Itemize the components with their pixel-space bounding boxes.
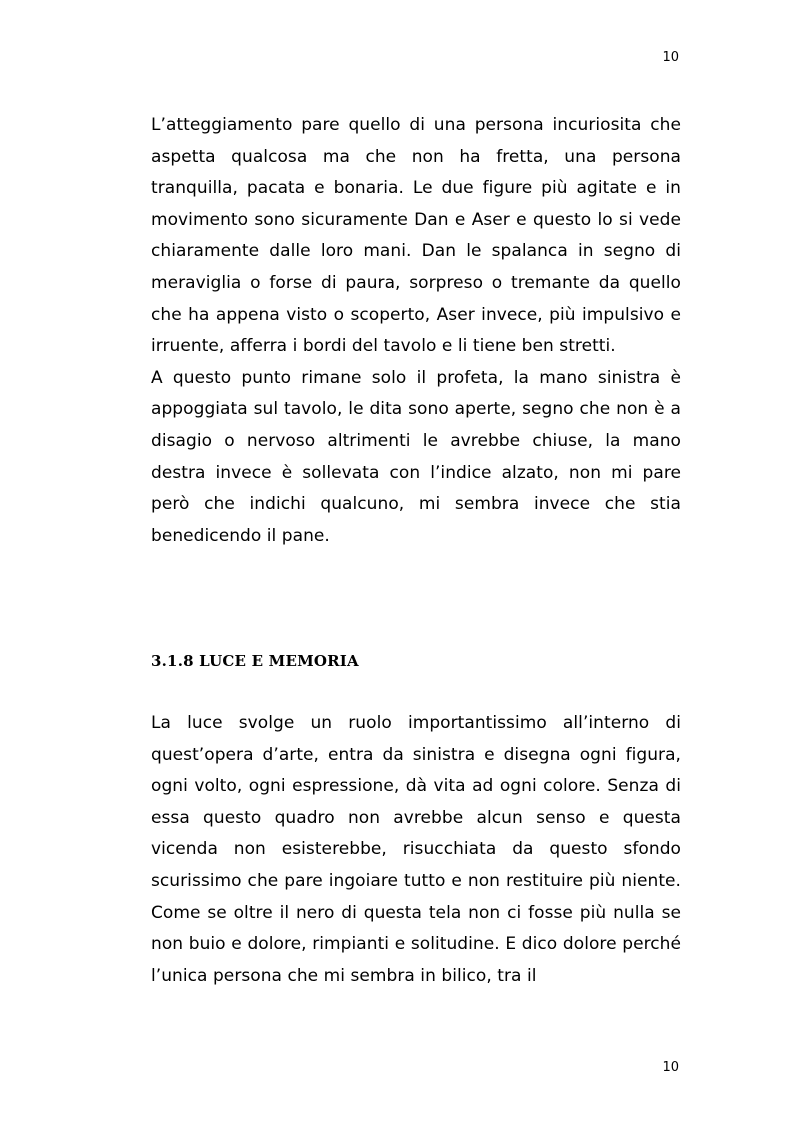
text-block-upper	[151, 110, 681, 552]
paragraph-prophet: A questo punto rimane solo il profeta, la mano sinistra è appoggiata sul tavolo, le dita sono aperte, segno che non è a disagio o nervoso altrimenti le avrebbe chiuse, la mano destra invece è sollevata con l’indice alzato, non mi pare però che indichi qualcuno, mi sembra invece che stia benedicendo il pane.	[151, 367, 681, 546]
section-heading: 3.1.8 LUCE E MEMORIA	[151, 652, 359, 670]
page-number-top: 10	[662, 50, 679, 65]
paragraph-attitude: L’atteggiamento pare quello di una persona incuriosita che aspetta qualcosa ma che non ha fretta, una persona tranquilla, pacata e bonaria. Le due figure più agitate e in movimento sono sicuramente Dan e Aser e questo lo si vede chiaramente dalle loro mani. Dan le spalanca in segno di meraviglia o forse di paura, sorpreso o tremante da quello che ha appena visto o scoperto, Aser invece, più impulsivo e irruente, afferra i bordi del tavolo e li tiene ben stretti.	[151, 115, 681, 357]
page-number-bottom: 10	[662, 1060, 679, 1075]
text-block-lower	[151, 708, 681, 992]
paragraph-light: La luce svolge un ruolo importantissimo all’interno di quest’opera d’arte, entra da sinistra e disegna ogni figura, ogni volto, ogni espressione, dà vita ad ogni colore. Senza di essa questo quadro non avrebbe alcun senso e questa vicenda non esisterebbe, risucchiata da questo sfondo scurissimo che pare ingoiare tutto e non restituire più niente. Come se oltre il nero di questa tela non ci fosse più nulla se non buio e dolore, rimpianti e solitudine. E dico dolore perché l’unica persona che mi sembra in bilico, tra il	[151, 713, 681, 986]
